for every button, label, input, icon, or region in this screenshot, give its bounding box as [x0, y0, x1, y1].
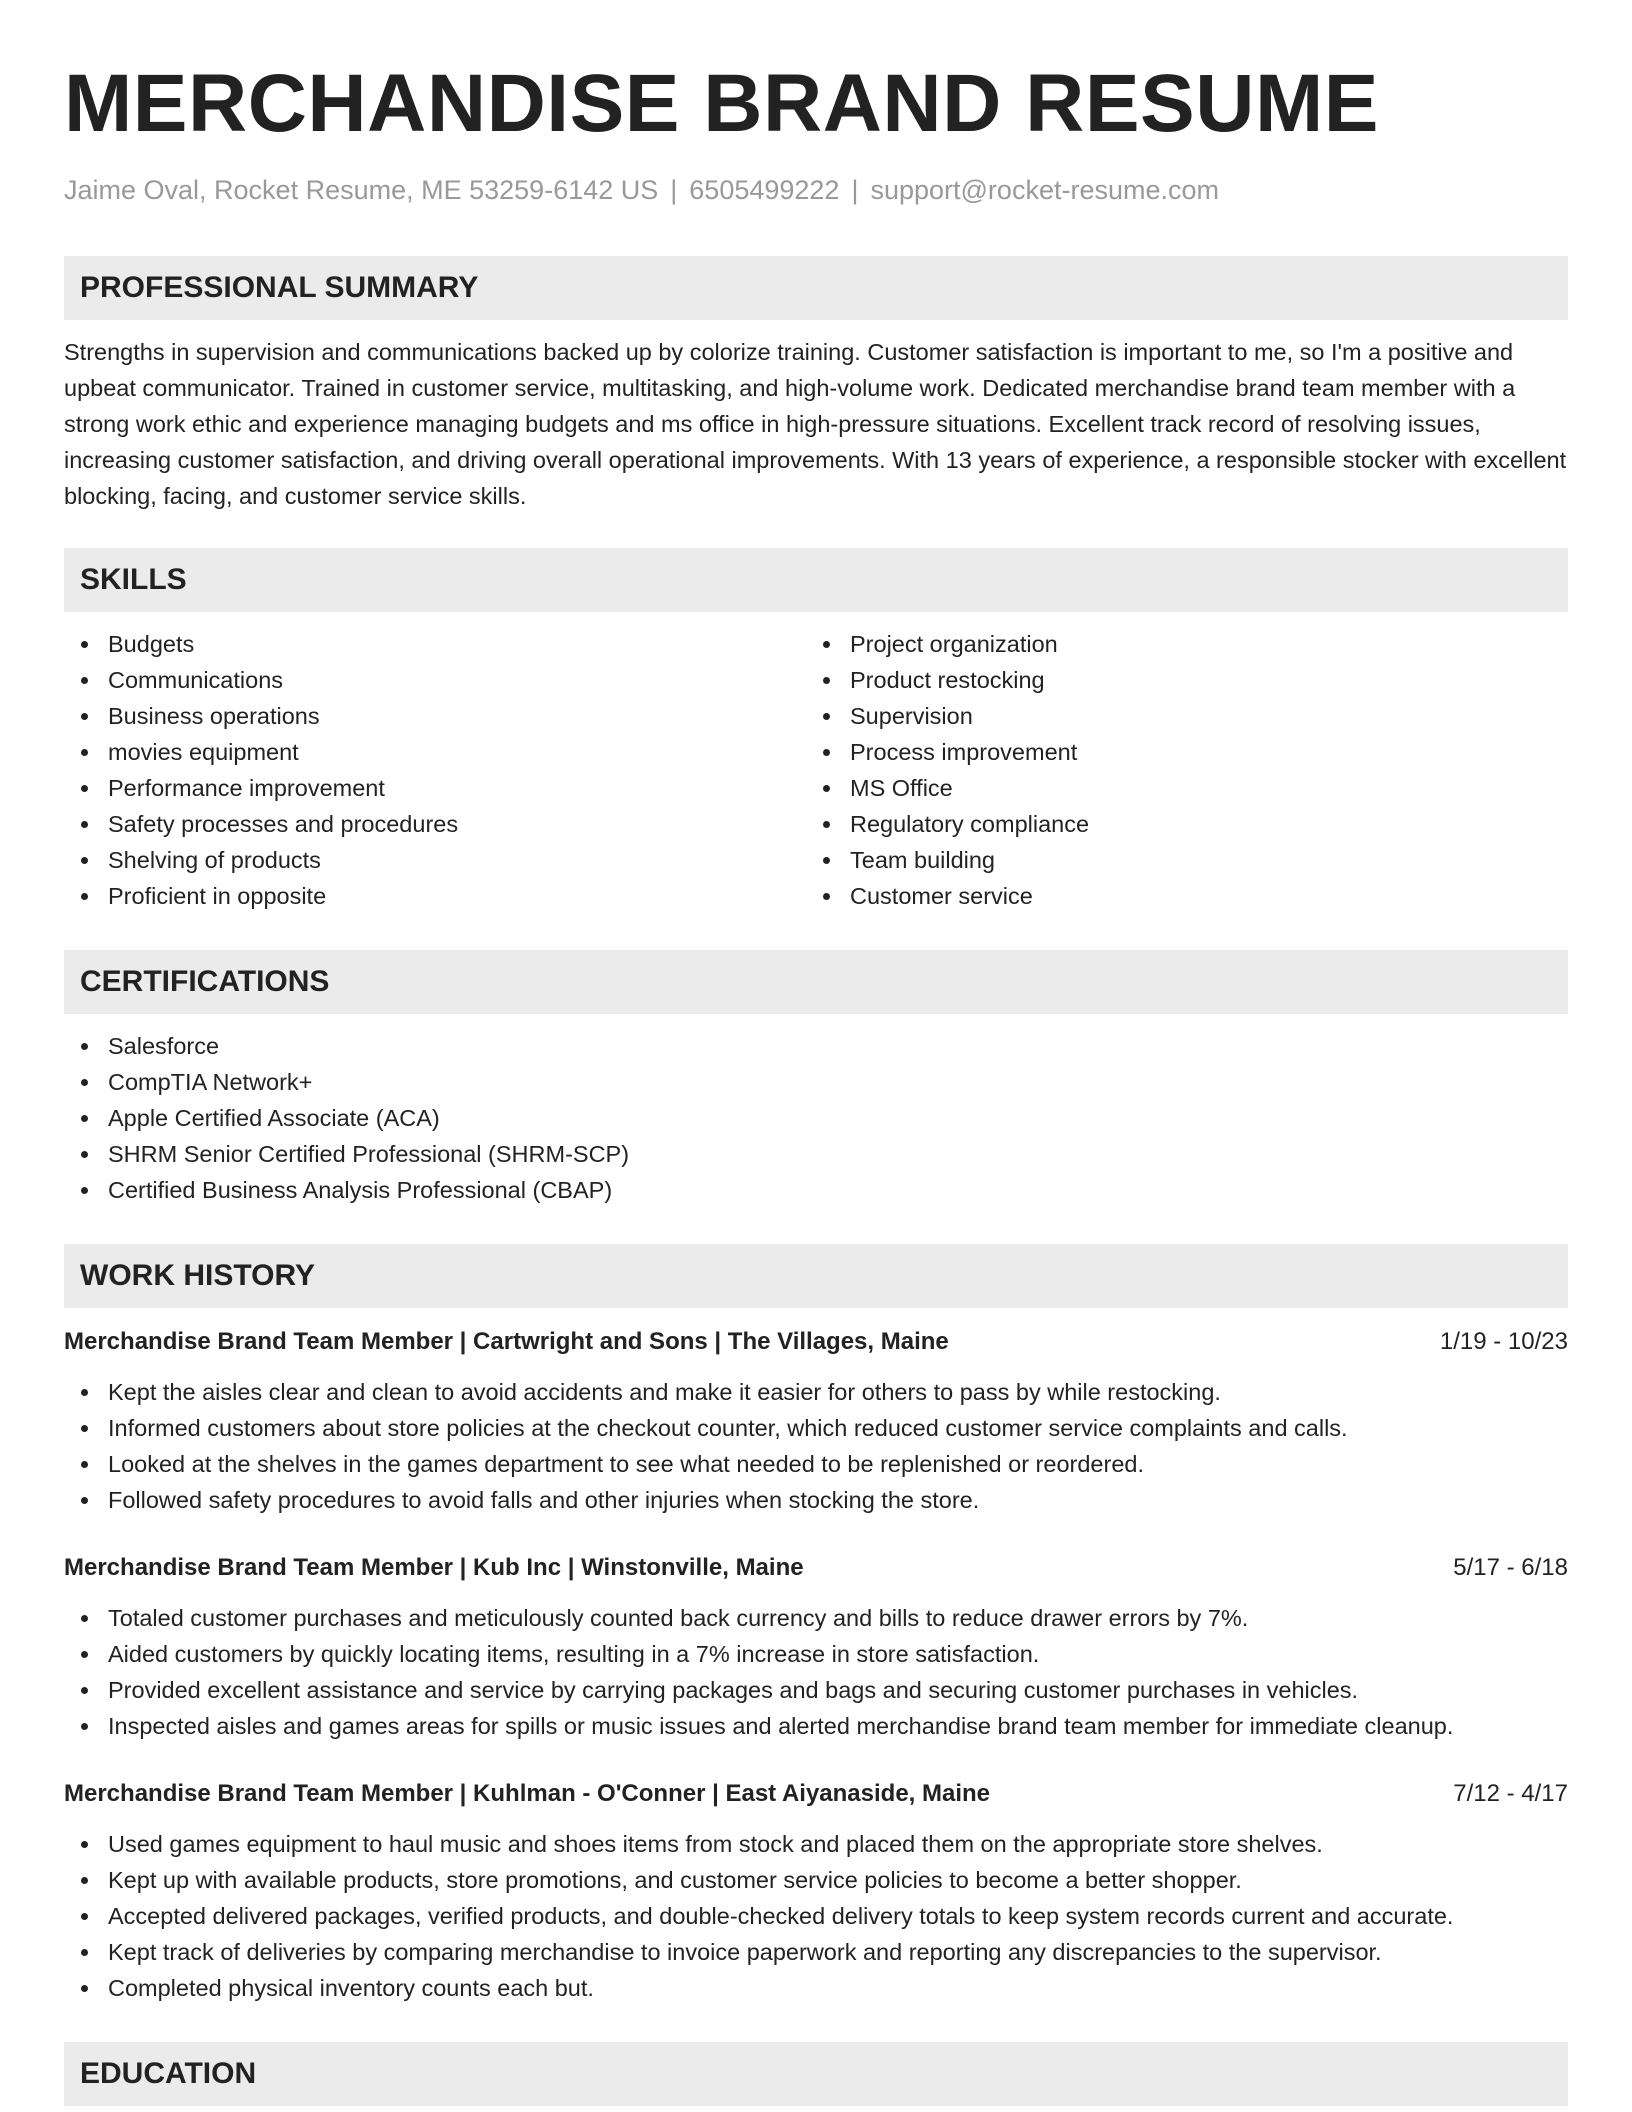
- summary-text: Strengths in supervision and communications backed up by colorize training. Customer satisfaction is important to me, so I'm a positive and upbeat communicator. Trained in customer service, multitasking, and high-volume work. Dedicated merchandise brand team member with a strong work ethic and experience managing budgets and ms office in high-pressure situations. Excellent track record of resolving issues, increasing customer satisfaction, and driving overall operational improvements. With 13 years of experience, a responsible stocker with excellent blocking, facing, and customer service skills.: [64, 339, 1567, 509]
- skill-item: Business operations: [64, 698, 806, 734]
- section-header-skills: SKILLS: [64, 548, 1568, 612]
- job-bullet: Accepted delivered packages, verified products, and double-checked delivery totals to keep system records current and accurate.: [64, 1898, 1568, 1934]
- skill-item: Process improvement: [806, 734, 1548, 770]
- certification-item: Certified Business Analysis Professional (CBAP): [64, 1172, 1568, 1208]
- certification-item: CompTIA Network+: [64, 1064, 1568, 1100]
- resume-page: [64, 0, 1568, 2106]
- skill-item: Supervision: [806, 698, 1548, 734]
- skill-item: Customer service: [806, 878, 1548, 914]
- job-dates: 5/17 - 6/18: [1453, 1554, 1568, 1581]
- job-bullets: [64, 1600, 1568, 1744]
- certification-item: SHRM Senior Certified Professional (SHRM-SCP): [64, 1136, 1568, 1172]
- contact-separator: |: [670, 175, 678, 205]
- section-header-summary: PROFESSIONAL SUMMARY: [64, 256, 1568, 320]
- job-bullet: Kept up with available products, store promotions, and customer service policies to become a better shopper.: [64, 1862, 1568, 1898]
- contact-address: Jaime Oval, Rocket Resume, ME 53259-6142 US: [64, 175, 659, 205]
- skill-item: Budgets: [64, 626, 806, 662]
- contact-line: [64, 174, 1568, 206]
- skill-item: Shelving of products: [64, 842, 806, 878]
- skill-item: movies equipment: [64, 734, 806, 770]
- job-bullet: Informed customers about store policies at the checkout counter, which reduced customer service complaints and calls.: [64, 1410, 1568, 1446]
- section-header-education: EDUCATION: [64, 2042, 1568, 2106]
- section-header-work-history: WORK HISTORY: [64, 1244, 1568, 1308]
- certification-item: Apple Certified Associate (ACA): [64, 1100, 1568, 1136]
- job-bullet: Followed safety procedures to avoid falls and other injuries when stocking the store.: [64, 1482, 1568, 1518]
- certifications-list: [64, 1028, 1568, 1208]
- job-bullets: [64, 1826, 1568, 2006]
- skill-item: Proficient in opposite: [64, 878, 806, 914]
- skills-list-left: [64, 626, 806, 914]
- contact-email: support@rocket-resume.com: [870, 175, 1219, 205]
- skills-list-right: [806, 626, 1548, 914]
- job-bullet: Totaled customer purchases and meticulously counted back currency and bills to reduce drawer errors by 7%.: [64, 1600, 1568, 1636]
- skills-columns: [64, 626, 1568, 914]
- job-bullet: Completed physical inventory counts each but.: [64, 1970, 1568, 2006]
- skill-item: Team building: [806, 842, 1548, 878]
- section-header-certifications: CERTIFICATIONS: [64, 950, 1568, 1014]
- skill-item: Project organization: [806, 626, 1548, 662]
- job-bullet: Kept track of deliveries by comparing merchandise to invoice paperwork and reporting any discrepancies to the supervisor.: [64, 1934, 1568, 1970]
- job-dates: 7/12 - 4/17: [1453, 1780, 1568, 1807]
- resume-title: MERCHANDISE BRAND RESUME: [64, 58, 1379, 149]
- job-bullets: [64, 1374, 1568, 1518]
- job-header: [64, 1324, 1568, 1360]
- job-title: Merchandise Brand Team Member | Kub Inc | Winstonville, Maine: [64, 1554, 804, 1581]
- contact-separator: |: [851, 175, 859, 205]
- job-bullet: Inspected aisles and games areas for spills or music issues and alerted merchandise brand team member for immediate cleanup.: [64, 1708, 1568, 1744]
- skill-item: MS Office: [806, 770, 1548, 806]
- skill-item: Communications: [64, 662, 806, 698]
- job-header: [64, 1776, 1568, 1812]
- job-title: Merchandise Brand Team Member | Cartwright and Sons | The Villages, Maine: [64, 1328, 949, 1355]
- skill-item: Safety processes and procedures: [64, 806, 806, 842]
- skill-item: Performance improvement: [64, 770, 806, 806]
- job-bullet: Used games equipment to haul music and shoes items from stock and placed them on the appropriate store shelves.: [64, 1826, 1568, 1862]
- contact-phone: 6505499222: [689, 175, 840, 205]
- job-title: Merchandise Brand Team Member | Kuhlman - O'Conner | East Aiyanaside, Maine: [64, 1780, 991, 1807]
- skill-item: Regulatory compliance: [806, 806, 1548, 842]
- job-bullet: Aided customers by quickly locating items, resulting in a 7% increase in store satisfaction.: [64, 1636, 1568, 1672]
- certification-item: Salesforce: [64, 1028, 1568, 1064]
- skill-item: Product restocking: [806, 662, 1548, 698]
- job-bullet: Kept the aisles clear and clean to avoid accidents and make it easier for others to pass by while restocking.: [64, 1374, 1568, 1410]
- job-header: [64, 1550, 1568, 1586]
- job-bullet: Looked at the shelves in the games department to see what needed to be replenished or reordered.: [64, 1446, 1568, 1482]
- job-dates: 1/19 - 10/23: [1439, 1328, 1568, 1355]
- job-bullet: Provided excellent assistance and service by carrying packages and bags and securing customer purchases in vehicles.: [64, 1672, 1568, 1708]
